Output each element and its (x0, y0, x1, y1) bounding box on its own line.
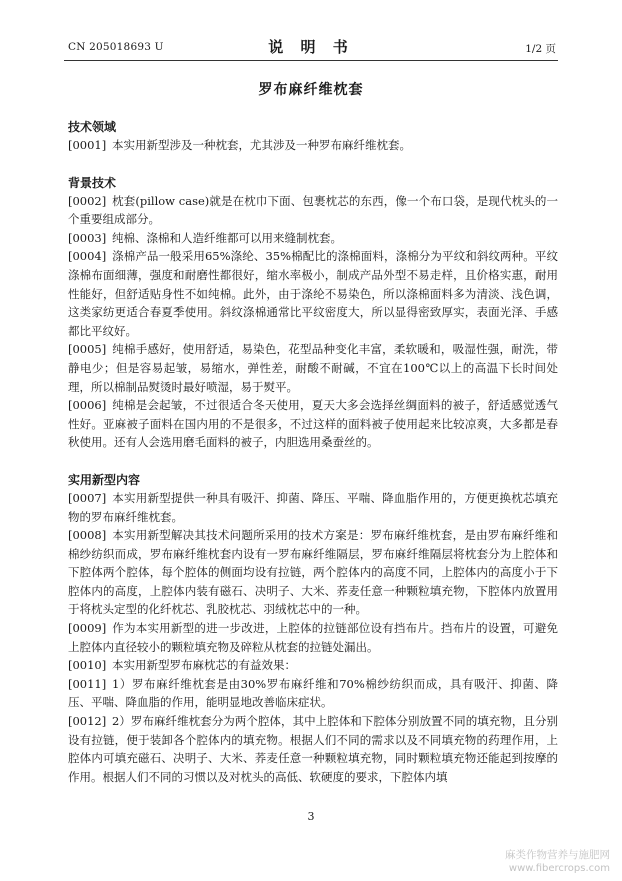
paragraph-0005 (68, 340, 558, 396)
header-divider (64, 60, 558, 61)
paragraph-number: [0003] (68, 230, 107, 245)
paragraph-number: [0009] (68, 621, 107, 636)
paragraph-text: 本实用新型涉及一种枕套，尤其涉及一种罗布麻纤维枕套。 (112, 138, 411, 152)
paragraph-0001 (68, 136, 558, 155)
paragraph-text: 纯棉手感好，使用舒适，易染色，花型品种变化丰富，柔软暖和，吸湿性强，耐洗，带静电少；但是容易起皱，易缩水，弹性差，耐酸不耐碱，不宜在100℃以上的高温下长时间处理，所以棉制品熨烫时最好喷湿，易于熨平。 (68, 342, 558, 394)
paragraph-number: [0004] (68, 249, 107, 264)
patent-number: CN 205018693 U (68, 41, 164, 53)
paragraph-number: [0006] (68, 398, 107, 413)
page-indicator: 1/2 页 (525, 43, 556, 55)
section-background-art (68, 174, 558, 452)
section-heading: 实用新型内容 (68, 472, 141, 487)
paragraph-0006 (68, 396, 558, 452)
paragraph-text: 本实用新型罗布麻枕芯的有益效果： (112, 658, 296, 673)
paragraph-0007 (68, 489, 558, 526)
paragraph-text: 1）罗布麻纤维枕套是由30%罗布麻纤维和70%棉纱纺织而成，具有吸汗、抑菌、降压、平喘、降血脂的作用，能明显地改善临床症状。 (68, 676, 558, 710)
paragraph-text: 2）罗布麻纤维枕套分为两个腔体，其中上腔体和下腔体分别放置不同的填充物，且分别设有拉链，便于装卸各个腔体内的填充物。根据人们不同的需求以及不同填充物的药理作用，上腔体内可填充磁石、决明子、大米、荞麦任意一种颗粒填充物，同时颗粒填充物还能起到按摩的作用。根据人们不同的习惯以及对枕头的高低、软硬度的要求，下腔体内填 (68, 714, 558, 784)
paragraph-number: [0002] (68, 193, 107, 208)
paragraph-text: 本实用新型提供一种具有吸汗、抑菌、降压、平喘、降血脂作用的，方便更换枕芯填充物的罗布麻纤维枕套。 (68, 490, 558, 524)
section-heading: 技术领域 (68, 120, 117, 134)
paragraph-text: 涤棉产品一般采用65%涤纶、35%棉配比的涤棉面料，涤棉分为平纹和斜纹两种。平纹涤棉布面细薄，强度和耐磨性都很好，缩水率极小，制成产品外型不易走样，且价格实惠，耐用性能好，但舒适贴身性不如纯棉。此外，由于涤纶不易染色，所以涤棉面料多为清淡、浅色调，这类家纺更适合春夏季使用。斜纹涤棉通常比平纹密度大，所以显得密致厚实，表面光泽、手感都比平纹好。 (68, 249, 558, 338)
paragraph-number: [0008] (68, 528, 107, 543)
paragraph-number: [0005] (68, 342, 107, 357)
section-heading: 背景技术 (68, 175, 117, 190)
paragraph-0002 (68, 192, 558, 229)
paragraph-0003 (68, 229, 558, 248)
paragraph-text: 枕套(pillow case)就是在枕巾下面、包裹枕芯的东西，像一个布口袋，是现代枕头的一个重要组成部分。 (68, 193, 558, 227)
paragraph-number: [0012] (68, 714, 107, 729)
watermark-url: www.fibercrops.com (508, 863, 610, 874)
watermark-site-name: 麻类作物营养与施肥网 (505, 849, 610, 861)
document-title: 罗布麻纤维枕套 (258, 82, 364, 98)
paragraph-0009 (68, 619, 558, 656)
paragraph-text: 纯棉是会起皱，不过很适合冬天使用，夏天大多会选择丝绸面料的被子，舒适感觉透气性好。亚麻被子面料在国内用的不是很多，不过这样的面料被子使用起来比较凉爽，大多都是春秋使用。还有人会选用磨毛面料的被子，内胆选用桑蚕丝的。 (68, 398, 558, 450)
paragraph-0012 (68, 712, 558, 786)
paragraph-number: [0001] (68, 138, 107, 152)
document-type-heading: 说 明 书 (268, 38, 354, 56)
document-body (68, 118, 558, 786)
paragraph-text: 纯棉、涤棉和人造纤维都可以用来缝制枕套。 (112, 230, 342, 245)
section-utility-model-content (68, 471, 558, 787)
paragraph-0010 (68, 656, 558, 675)
paragraph-number: [0011] (68, 676, 107, 691)
paragraph-number: [0010] (68, 658, 107, 673)
paragraph-0008 (68, 526, 558, 619)
site-watermark (505, 848, 610, 876)
page-number: 3 (307, 810, 315, 823)
paragraph-number: [0007] (68, 490, 107, 505)
paragraph-0011 (68, 675, 558, 712)
paragraph-text: 作为本实用新型的进一步改进，上腔体的拉链部位设有挡布片。挡布片的设置，可避免上腔体内直径较小的颗粒填充物及碎粒从枕套的拉链处漏出。 (68, 621, 558, 654)
paragraph-text: 本实用新型解决其技术问题所采用的技术方案是：罗布麻纤维枕套，是由罗布麻纤维和棉纱纺织而成，罗布麻纤维枕套内设有一罗布麻纤维隔层，罗布麻纤维隔层将枕套分为上腔体和下腔体两个腔体，每个腔体的侧面均设有拉链，两个腔体内的高度不同，上腔体内的高度小于下腔体内的高度，上腔体内装有磁石、决明子、大米、荞麦任意一种颗粒填充物，下腔体内放置用于将枕头定型的化纤枕芯、乳胶枕芯、羽绒枕芯中的一种。 (68, 528, 558, 617)
paragraph-0004 (68, 247, 558, 340)
section-technical-field (68, 118, 558, 155)
